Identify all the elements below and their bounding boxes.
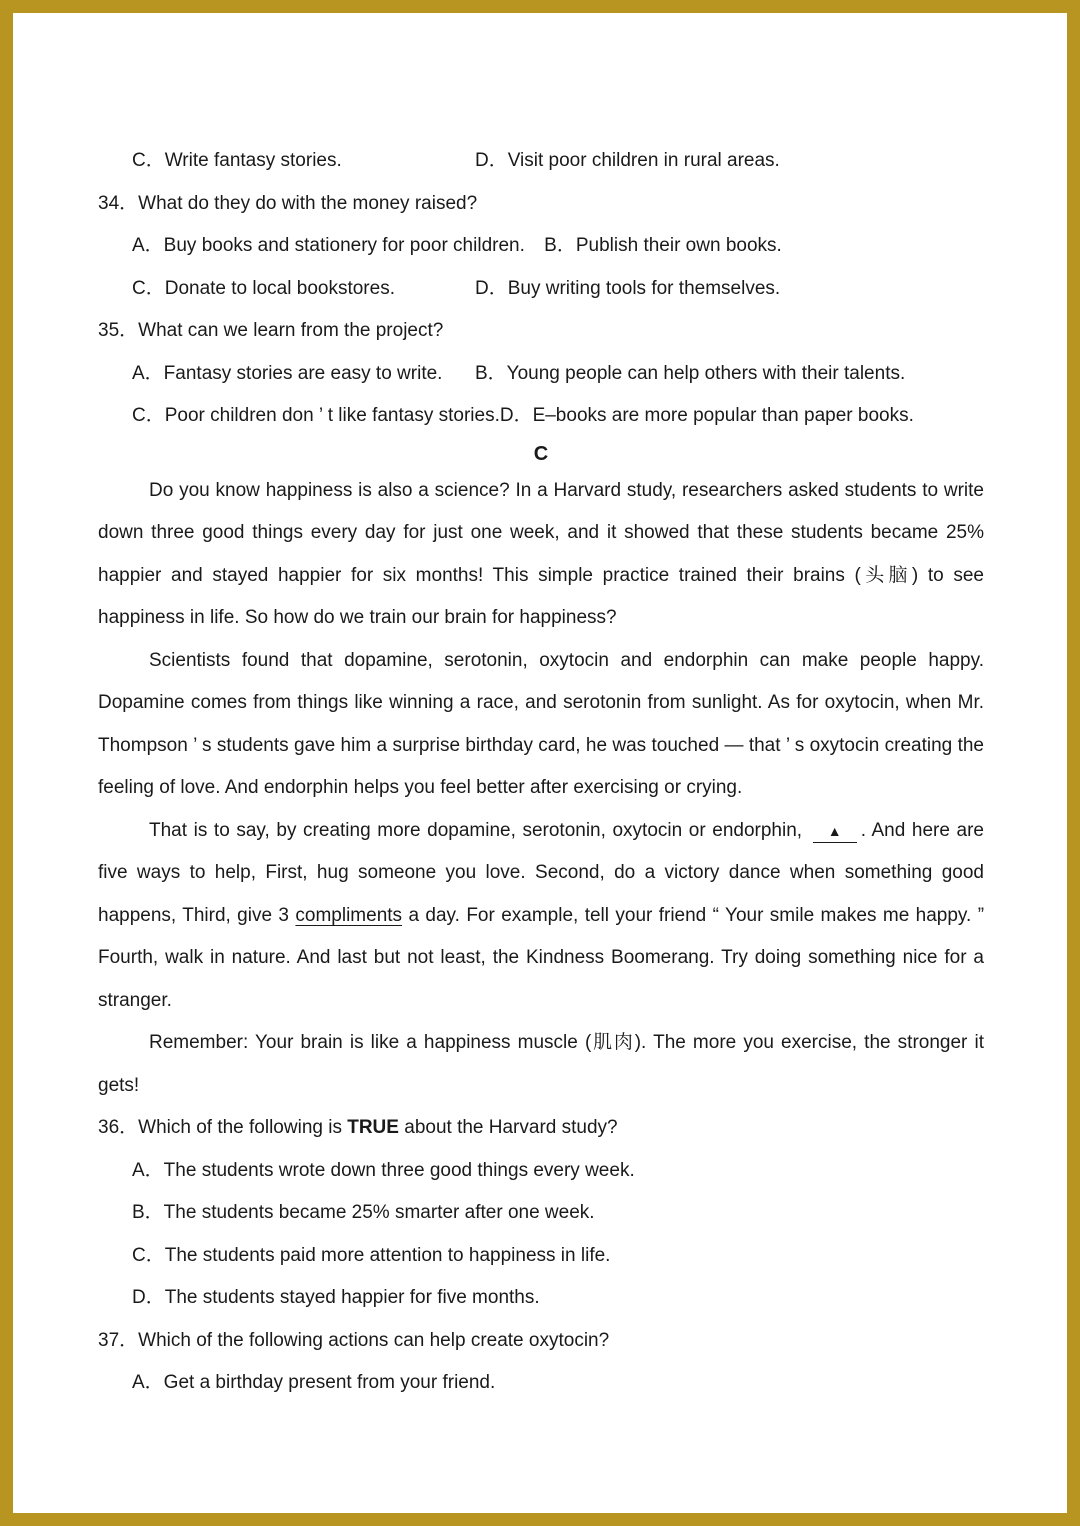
q35-question: 35．What can we learn from the project? — [98, 320, 444, 341]
section-c-title: C — [533, 442, 549, 465]
q36-option-a: A．The students wrote down three good things every week. — [132, 1159, 635, 1181]
q34-question: 34．What do they do with the money raised? — [98, 192, 478, 214]
paragraph-3-part-a: That is to say, by creating more dopamine, serotonin, oxytocin or endorphin, — [149, 819, 803, 841]
q36-option-b: B．The students became 25% smarter after one week. — [132, 1202, 595, 1223]
q36-question-pre: 36．Which of the following is — [98, 1117, 342, 1138]
q34-options-ab — [98, 225, 984, 268]
answer-blank — [813, 820, 857, 843]
passage-paragraph-4: Remember: Your brain is like a happiness muscle (肌肉). The more you exercise, the stronger it gets! — [98, 1032, 984, 1096]
q36-question — [98, 1107, 984, 1150]
q36-option-d: D．The students stayed happier for five months. — [132, 1287, 540, 1308]
q34-option-d: D．Buy writing tools for themselves. — [475, 277, 781, 299]
paragraph-3-part-c: a day. For example, tell your friend “ Your smile makes me happy. ” Fourth, walk in nature. And last but not least, the Kindness Boomerang. Try doing something nice for a stranger. — [98, 904, 985, 1011]
q35-option-a: A．Fantasy stories are easy to write. — [132, 362, 443, 384]
passage-paragraph-3 — [98, 810, 984, 1023]
exam-page — [13, 13, 1067, 1513]
q34-option-c: C．Donate to local bookstores. — [132, 277, 395, 299]
passage-paragraph-1: Do you know happiness is also a science? In a Harvard study, researchers asked students to write down three good things every day for just one week, and it showed that these students became 25% happier and stayed happier for six months! This simple practice trained their brains (头脑) to see happiness in life. So how do we train our brain for happiness? — [98, 479, 984, 628]
q34-option-b: B．Publish their own books. — [544, 235, 782, 256]
q33-options-cd — [98, 140, 984, 183]
q34-option-a: A．Buy books and stationery for poor children. — [132, 235, 525, 256]
q34-options-cd — [98, 268, 984, 311]
q36-option-c: C．The students paid more attention to happiness in life. — [132, 1244, 611, 1266]
q35-option-b: B．Young people can help others with their talents. — [475, 362, 906, 384]
q36-question-post: about the Harvard study? — [404, 1117, 618, 1138]
q36-question-bold: TRUE — [347, 1117, 399, 1138]
underlined-word-compliments: compliments — [295, 904, 403, 926]
q33-option-d: D．Visit poor children in rural areas. — [475, 150, 780, 171]
q35-options-cd: C．Poor children don ’ t like fantasy stories.D．E–books are more popular than paper books. — [132, 405, 914, 426]
exam-content — [98, 140, 984, 1405]
triangle-marker: ▲ — [827, 822, 842, 839]
paragraph-3-part-b: . And here are five ways to help, First, hug someone you love. Second, do a victory dance when something good happens, Third, give 3 — [98, 819, 984, 926]
q37-option-a: A．Get a birthday present from your friend. — [132, 1372, 496, 1393]
passage-paragraph-2: Scientists found that dopamine, serotonin, oxytocin and endorphin can make people happy. Dopamine comes from things like winning a race, and serotonin from sunlight. As for oxytocin, when Mr. Thompson ’ s students gave him a surprise birthday card, he was touched — that ’ s oxytocin creating the feeling of love. And endorphin helps you feel better after exercising or crying. — [98, 649, 984, 798]
q37-question: 37．Which of the following actions can help create oxytocin? — [98, 1329, 610, 1351]
q33-option-c: C．Write fantasy stories. — [132, 150, 342, 171]
q35-options-ab — [98, 353, 984, 396]
